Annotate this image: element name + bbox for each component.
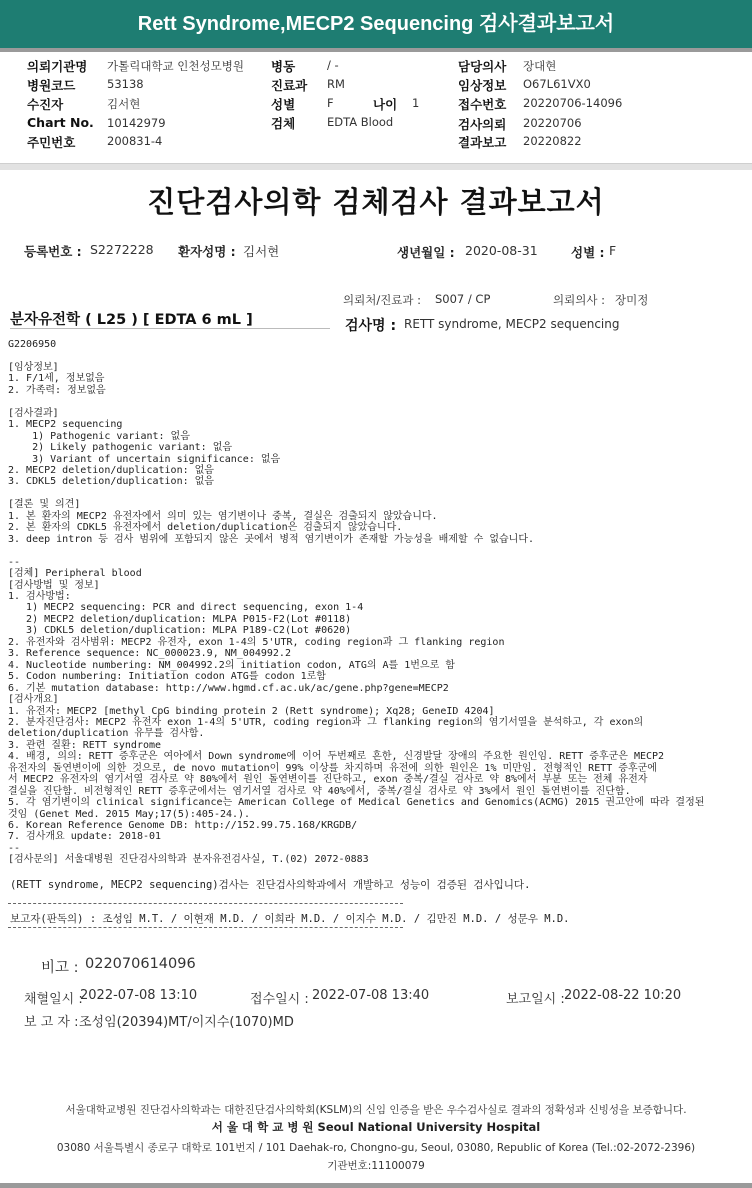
value-patient-sex: F [609,243,617,258]
value-receipt-time: 2022-07-08 13:40 [312,988,430,1003]
value-specimen: EDTA Blood [327,115,394,129]
report-line: [결론 및 의견] [8,499,81,511]
report-header-bar [0,0,752,48]
label-resident-no: 주민번호 [27,135,76,150]
label-hospital-code: 병원코드 [27,78,76,93]
report-line: 유전자의 돌연변이에 의한 것으로, de novo mutation이 99% 이상를 차지하며 유전에 의한 원인은 1% 미만임. 전형적인 RETT 증후군에 [8,762,657,774]
section-separator [0,163,752,170]
report-line: -- [8,556,21,568]
label-age: 나이 [373,97,398,112]
label-request-date: 검사의뢰 [458,117,507,132]
value-request-dept: S007 / CP [435,292,491,306]
footer-org-number: 기관번호:11100079 [327,1160,425,1172]
value-department: RM [327,77,345,91]
label-attending-doctor: 담당의사 [458,59,507,74]
report-line: 5. 각 염기변이의 clinical significance는 American College of Medical Genetics and Genomics(ACMG) 2015 권고안에 따라 결정된 [8,797,705,809]
report-line: deletion/duplication 유무를 검사함. [8,728,205,740]
label-birth-date: 생년월일 : [397,245,455,260]
value-report-time: 2022-08-22 10:20 [564,988,682,1003]
report-line: 2) MECP2 deletion/duplication: MLPA P015-F2(Lot #0118) [8,613,352,625]
value-patient-name: 김서현 [243,244,280,259]
value-requesting-institution: 가톨릭대학교 인천성모병원 [107,59,244,73]
label-clinical-info: 임상정보 [458,78,507,93]
value-chart-no: 10142979 [107,116,166,130]
label-accession-no: 접수번호 [458,97,507,112]
label-department: 진료과 [271,78,308,93]
report-line: [검사문의] 서울대병원 진단검사의학과 분자유전검사실, T.(02) 2072-0883 [8,854,369,866]
label-collection-time: 채혈일시 : [24,992,83,1007]
footer-certification: 서울대학교병원 진단검사의학과는 대한진단검사의학회(KSLM)의 신임 인증을 받은 우수검사실로 결과의 정확성과 신빙성을 보증합니다. [65,1104,687,1116]
value-request-date: 20220706 [523,116,582,130]
value-sex: F [327,96,334,110]
report-line: 2. 본 환자의 CDKL5 유전자에서 deletion/duplication은 검출되지 않았습니다. [8,522,403,534]
report-line: 1. MECP2 sequencing [8,419,123,431]
report-line: 2. 가족력: 정보없음 [8,384,106,396]
specimen-heading: 분자유전학 ( L25 ) [ EDTA 6 mL ] [10,312,253,328]
label-patient: 수진자 [27,97,64,112]
report-line: 1. 유전자: MECP2 [methyl CpG binding protein 2 (Rett syndrome); Xq28; GeneID 4204] [8,705,495,717]
value-clinical-info: O67L61VX0 [523,77,591,91]
report-line: 2. 분자진단검사: MECP2 유전자 exon 1-4의 5'UTR, coding region과 그 flanking region의 염기서열을 분석하고, 각 exon의 [8,716,644,728]
report-line: 3. 관련 질환: RETT syndrome [8,739,162,751]
report-header-title: Rett Syndrome,MECP2 Sequencing 검사결과보고서 [137,13,615,35]
label-chart-no: Chart No. [27,115,94,130]
report-line: 2) Likely pathogenic variant: 없음 [8,442,233,454]
report-line: 결실을 진단함. 비전형적인 RETT 증후군에서는 염기서열 검사로 약 40%에서, 중복/결실 검사로 약 3%에서 원인 돌연변이를 진단함. [8,785,631,797]
report-line: 5. Codon numbering: Initiation codon ATG를 codon 1로함 [8,671,326,683]
report-line: 3) CDKL5 deletion/duplication: MLPA P189-C2(Lot #0620) [8,625,352,637]
value-collection-time: 2022-07-08 13:10 [80,988,198,1003]
label-requesting-institution: 의뢰기관명 [27,59,88,74]
report-line: [검사개요] [8,694,59,706]
footer-hospital-name: 서 울 대 학 교 병 원 Seoul National University Hospital [211,1120,541,1134]
label-ward: 병동 [271,59,296,74]
report-line: 서 MECP2 유전자의 염기서열 검사로 약 80%에서 원인 돌연변이를 진단하고, exon 중복/결실 검사로 약 8%에서 부분 또는 전체 유전자 [8,774,648,786]
reporters-line: 보고자(판독의) : 조성임 M.T. / 이현재 M.D. / 이희라 M.D. / 이지수 M.D. / 김만진 M.D. / 성문우 M.D. [10,913,570,925]
report-line: 4. 배경, 의의: RETT 증후군은 여아에서 Down syndrome에 이어 두번째로 흔한, 신경발달 장애의 주요한 원인임. RETT 증후군은 MECP2 [8,751,665,763]
report-line: [검사방법 및 정보] [8,579,100,591]
report-line: 1. F/1세, 정보없음 [8,373,105,385]
report-line: 2. 유전자와 검사범위: MECP2 유전자, exon 1-4의 5'UTR, coding region과 그 flanking region [8,636,505,648]
label-report-date: 결과보고 [458,135,507,150]
report-body [8,339,748,866]
value-age: 1 [412,96,420,110]
value-registration-no: S2272228 [90,242,154,257]
label-report-time: 보고일시 : [506,992,565,1007]
report-line: 3. CDKL5 deletion/duplication: 없음 [8,476,214,488]
page-title: 진단검사의학 검체검사 결과보고서 [147,185,605,219]
label-test-name: 검사명 : [345,318,397,334]
report-line: 1. 본 환자의 MECP2 유전자에서 의미 있는 염기변이나 중복, 결실은 검출되지 않았습니다. [8,510,438,522]
value-attending-doctor: 장대현 [523,59,557,73]
label-sex: 성별 [271,97,296,112]
value-request-doctor: 장미정 [615,293,649,307]
label-specimen: 검체 [271,116,296,131]
value-reporter: 조성임(20394)MT/이지수(1070)MD [79,1015,294,1030]
report-line: 1) Pathogenic variant: 없음 [8,430,190,442]
report-line: 3. Reference sequence: NC_000023.9, NM_004992.2 [8,648,291,660]
label-request-dept: 의뢰처/진료과 : [343,293,422,307]
value-report-date: 20220822 [523,134,582,148]
value-hospital-code: 53138 [107,77,144,91]
report-line: 1) MECP2 sequencing: PCR and direct sequencing, exon 1-4 [8,602,364,614]
label-patient-sex: 성별 : [571,245,605,260]
dashed-rule-top [8,903,403,904]
report-line: -- [8,842,21,854]
label-registration-no: 등록번호 : [24,244,82,259]
value-resident-no: 200831-4 [107,134,163,148]
dashed-rule-bottom [8,927,403,928]
value-patient: 김서현 [107,97,141,111]
report-line: 6. Korean Reference Genome DB: http://152.99.75.168/KRGDB/ [8,820,358,832]
report-line: 것임 (Genet Med. 2015 May;17(5):405-24.). [8,808,251,820]
label-reporter: 보 고 자 : [24,1015,79,1030]
report-line: 6. 기본 mutation database: http://www.hgmd.cf.ac.uk/ac/gene.php?gene=MECP2 [8,682,449,694]
label-receipt-time: 접수일시 : [250,992,309,1007]
report-line: [임상정보] [8,361,59,373]
label-patient-name: 환자성명 : [178,244,236,259]
value-birth-date: 2020-08-31 [465,243,538,258]
label-remark: 비고 : [41,960,79,976]
report-line: 3. deep intron 등 검사 범위에 포함되지 않은 곳에서 병적 염기변이가 존재할 가능성을 배제할 수 없습니다. [8,533,534,545]
value-remark: 022070614096 [85,956,196,972]
value-test-name: RETT syndrome, MECP2 sequencing [404,317,620,331]
report-line: G2206950 [8,339,57,350]
report-line: 4. Nucleotide numbering: NM_004992.2의 initiation codon, ATG의 A를 1번으로 함 [8,659,455,671]
report-line: 7. 검사개요 update: 2018-01 [8,831,162,843]
value-accession-no: 20220706-14096 [523,96,623,110]
report-line: 1. 검사방법: [8,590,71,602]
report-line: [검체] Peripheral blood [8,568,142,580]
header-rule [0,48,752,52]
validation-notice: (RETT syndrome, MECP2 sequencing)검사는 진단검사의학과에서 개발하고 성능이 검증된 검사입니다. [10,879,531,891]
label-request-doctor: 의뢰의사 : [553,293,605,307]
footer-rule [0,1183,752,1188]
value-ward: / - [327,58,339,72]
report-line: [검사결과] [8,407,59,419]
footer-address: 03080 서울특별시 종로구 대학로 101번지 / 101 Daehak-ro, Chongno-gu, Seoul, 03080, Republic of Korea (Tel.:02-2072-2396) [56,1142,696,1154]
specimen-divider [10,328,330,329]
report-line: 3) Variant of uncertain significance: 없음 [8,453,281,465]
report-line: 2. MECP2 deletion/duplication: 없음 [8,464,214,476]
